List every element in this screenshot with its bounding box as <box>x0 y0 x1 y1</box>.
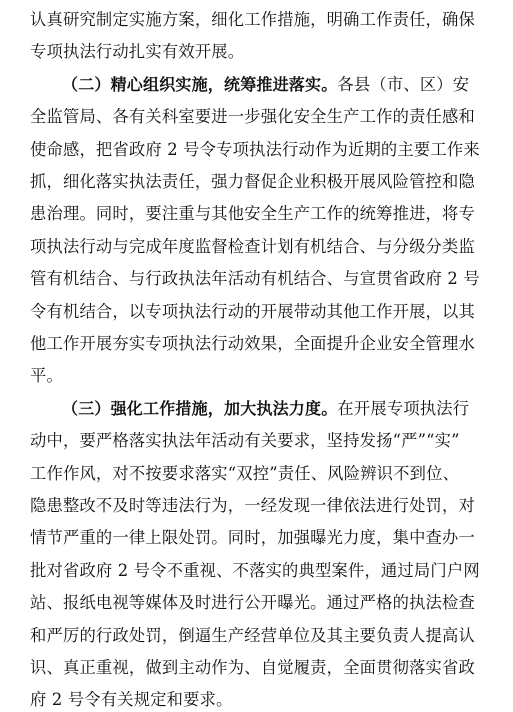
paragraph-2-line: 管有机结合、与行政执法年活动有机结合、与宣贯省政府 2 号 <box>30 269 480 289</box>
paragraph-2-line: 使命感，把省政府 2 号令专项执法行动作为近期的主要工作来 <box>30 139 480 159</box>
paragraph-2-first-line <box>62 73 469 97</box>
paragraph-2-line: 项执法行动与完成年度监督检查计划有机结合、与分级分类监 <box>30 236 475 256</box>
paragraph-3-line-overflow: 府 2 号令有关规定和要求。 <box>30 690 233 710</box>
paragraph-3-line: 识、真正重视，做到主动作为、自觉履责，全面贯彻落实省政 <box>30 658 475 677</box>
section-heading-3: （三）强化工作措施，加大执法力度。 <box>62 398 338 418</box>
paragraph-1-line-1: 认真研究制定实施方案，细化工作措施，明确工作责任，确保 <box>30 10 475 29</box>
paragraph-2-line: 他工作开展夯实专项执法行动效果，全面提升企业安全管理水 <box>30 334 475 353</box>
paragraph-3-line: 批对省政府 2 号令不重视、不落实的典型案件，通过局门户网 <box>30 560 480 580</box>
paragraph-2-first-line-rest: 各县（市、区）安 <box>337 74 470 94</box>
paragraph-3-first-line <box>62 397 469 421</box>
paragraph-3-line: 动中，要严格落实执法年活动有关要求，坚持发扬“严”“实” <box>30 431 460 451</box>
paragraph-2-line: 抓，细化落实执法责任，强力督促企业积极开展风险管控和隐 <box>30 172 475 191</box>
paragraph-3-line: 工作作风，对不按要求落实“双控”责任、风险辨识不到位、 <box>30 463 460 483</box>
paragraph-1-line-2: 专项执法行动扎实有效开展。 <box>30 42 245 62</box>
paragraph-3-line: 情节严重的一律上限处罚。同时，加强曝光力度，集中查办一 <box>30 528 475 548</box>
paragraph-3-line: 隐患整改不及时等违法行为，一经发现一律依法进行处罚，对 <box>30 496 475 515</box>
paragraph-2-line: 患治理。同时，要注重与其他安全生产工作的统筹推进，将专 <box>30 204 475 224</box>
paragraph-2-line: 全监管局、各有关科室要进一步强化安全生产工作的责任感和 <box>30 107 475 127</box>
section-heading-2: （二）精心组织实施，统筹推进落实。 <box>62 74 338 94</box>
paragraph-3-line: 和严厉的行政处罚，倒逼生产经营单位及其主要负责人提高认 <box>30 625 475 645</box>
paragraph-2-line: 令有机结合，以专项执法行动的开展带动其他工作开展，以其 <box>30 301 475 321</box>
paragraph-2-line: 平。 <box>30 366 63 386</box>
paragraph-3-first-line-rest: 在开展专项执法行 <box>337 398 470 418</box>
paragraph-3-line: 站、报纸电视等媒体及时进行公开曝光。通过严格的执法检查 <box>30 593 475 613</box>
